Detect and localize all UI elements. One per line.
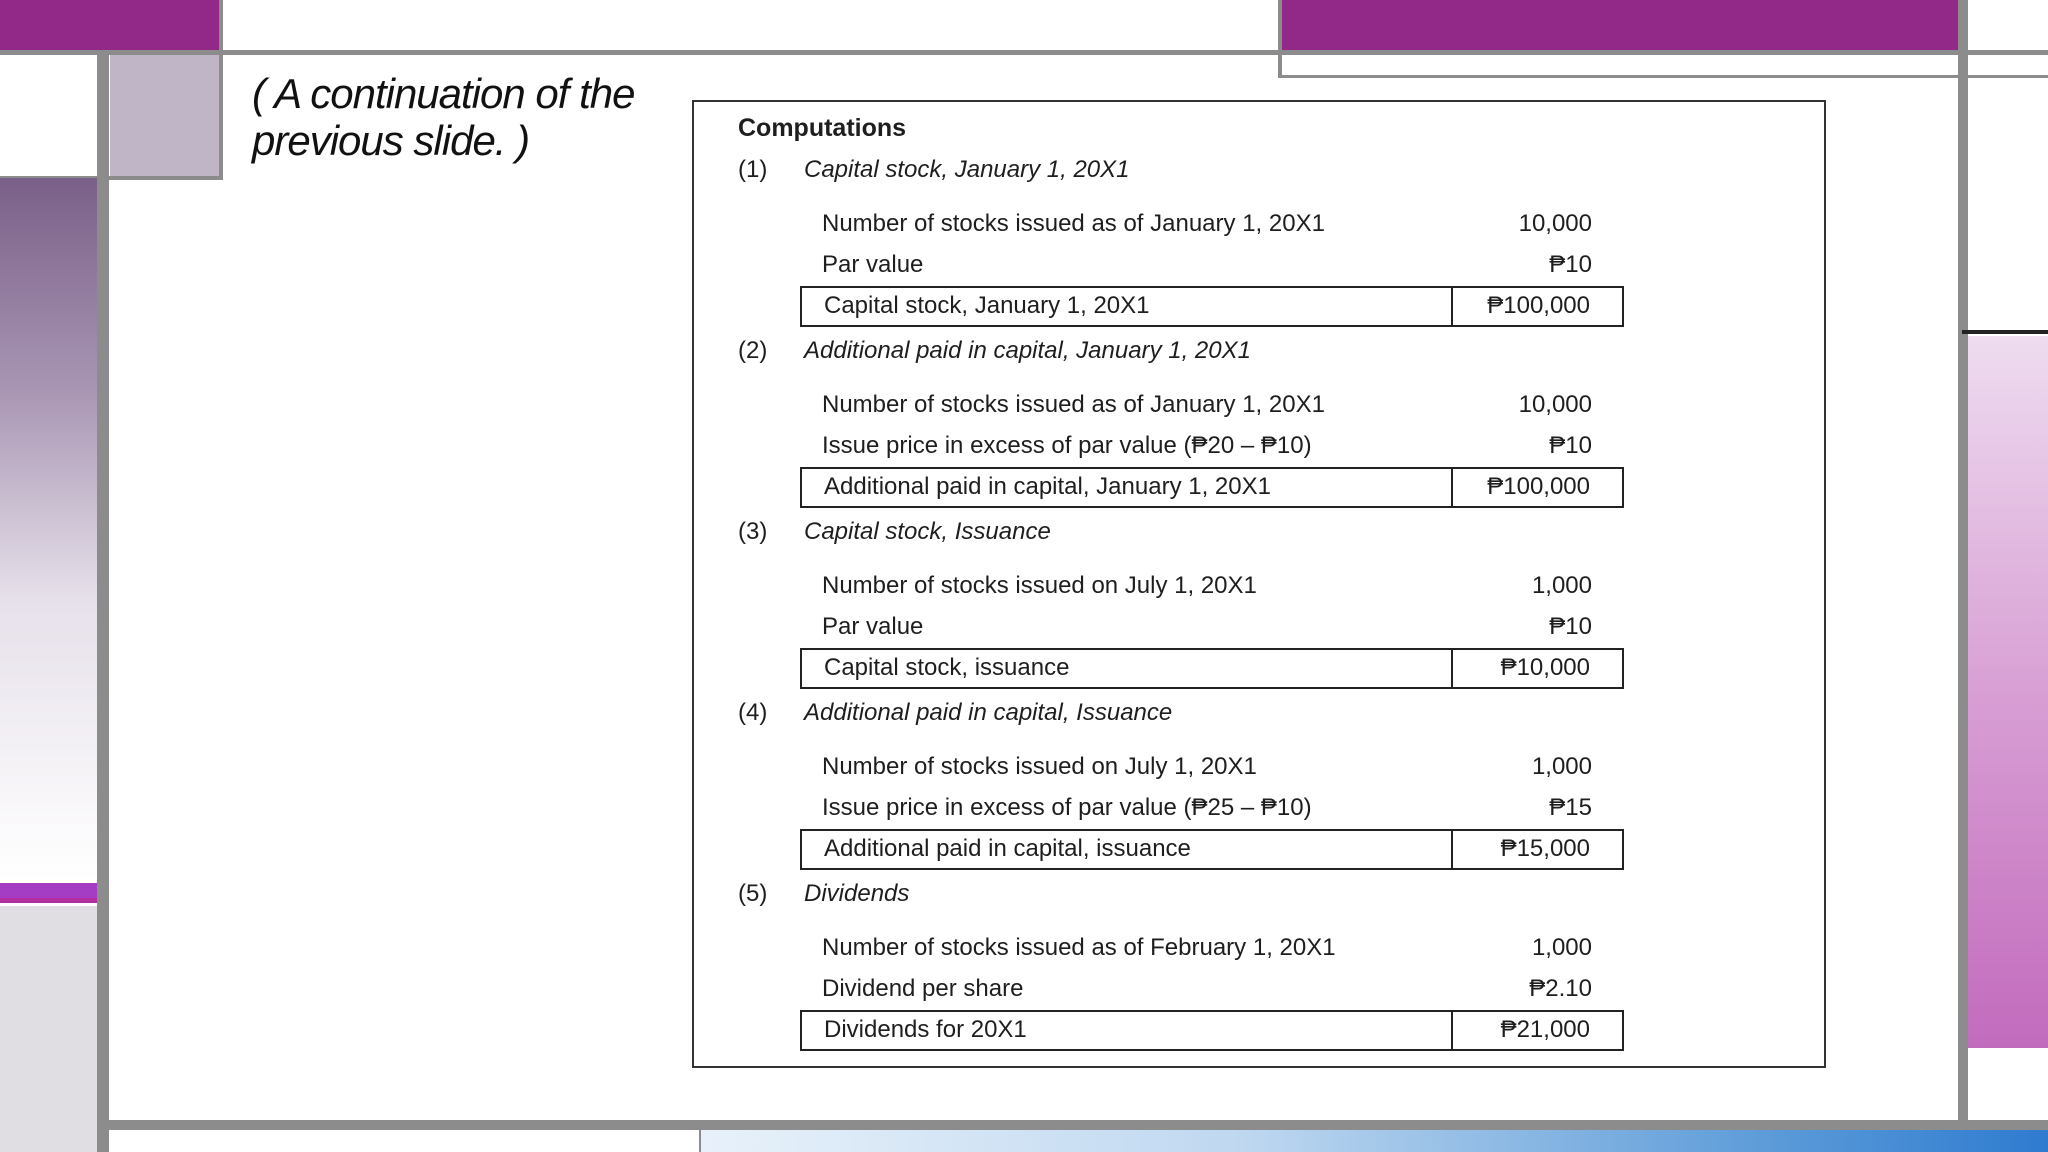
total-row (800, 1010, 1624, 1051)
top-right-purple-bar (1280, 0, 1960, 50)
total-label: Capital stock, issuance (824, 654, 1070, 681)
computation-row (800, 385, 1624, 426)
section-number: (2) (738, 337, 768, 364)
bottom-gradient-strip (701, 1130, 2048, 1152)
section-number: (4) (738, 699, 768, 726)
row-value: ₱10 (1549, 613, 1592, 640)
bottom-frame-line (97, 1120, 2048, 1130)
row-value: 1,000 (1531, 572, 1592, 599)
left-bottom-panel (0, 906, 97, 1152)
total-label: Additional paid in capital, issuance (824, 835, 1191, 862)
row-value: 1,000 (1531, 753, 1592, 780)
left-frame-line (97, 50, 109, 1152)
section-title: Capital stock, January 1, 20X1 (804, 156, 1130, 183)
computation-row (800, 245, 1624, 286)
total-value: ₱100,000 (1487, 473, 1590, 500)
computation-row (800, 747, 1624, 788)
row-value: ₱10 (1549, 251, 1592, 278)
slide-caption: ( A continuation of the previous slide. ) (252, 70, 635, 164)
left-gradient-strip (0, 178, 97, 880)
computation-row (800, 928, 1624, 969)
right-frame-line (1958, 0, 1968, 1128)
computation-row (800, 969, 1624, 1010)
row-value: 1,000 (1531, 934, 1592, 961)
total-divider (1451, 1012, 1453, 1049)
total-row (800, 648, 1624, 689)
total-label: Capital stock, January 1, 20X1 (824, 292, 1150, 319)
computation-row (800, 607, 1624, 648)
row-value: ₱10 (1549, 432, 1592, 459)
row-label: Number of stocks issued as of January 1, 20X1 (822, 210, 1325, 237)
row-value: ₱2.10 (1529, 975, 1592, 1002)
row-label: Number of stocks issued on July 1, 20X1 (822, 753, 1257, 780)
row-label: Par value (822, 251, 924, 278)
computations-card (692, 100, 1826, 1068)
row-value: ₱15 (1549, 794, 1592, 821)
row-value: 10,000 (1518, 391, 1592, 418)
mauve-square-right-border (219, 0, 223, 180)
right-gradient-strip (1968, 336, 2048, 1048)
total-value: ₱100,000 (1487, 292, 1590, 319)
section-title: Capital stock, Issuance (804, 518, 1051, 545)
row-label: Issue price in excess of par value (₱20 – ₱10) (822, 432, 1312, 459)
top-right-inner-line (1278, 75, 2048, 78)
section-title: Additional paid in capital, Issuance (804, 699, 1173, 726)
computation-row (800, 426, 1624, 467)
top-left-purple-bar (0, 0, 222, 50)
row-label: Number of stocks issued as of January 1, 20X1 (822, 391, 1325, 418)
section-number: (1) (738, 156, 768, 183)
mauve-square (110, 55, 220, 177)
computation-row (800, 566, 1624, 607)
section-title: Dividends (804, 880, 910, 907)
computations-title: Computations (738, 114, 907, 142)
total-divider (1451, 288, 1453, 325)
computation-row (800, 788, 1624, 829)
mauve-square-bottom-border (105, 176, 223, 180)
section-number: (3) (738, 518, 768, 545)
total-value: ₱15,000 (1500, 835, 1590, 862)
top-right-frame-line (1278, 0, 1282, 78)
row-label: Par value (822, 613, 924, 640)
total-divider (1451, 650, 1453, 687)
total-row (800, 467, 1624, 508)
total-divider (1451, 831, 1453, 868)
section-number: (5) (738, 880, 768, 907)
total-row (800, 286, 1624, 327)
total-value: ₱21,000 (1500, 1016, 1590, 1043)
section-title: Additional paid in capital, January 1, 20X1 (804, 337, 1251, 364)
left-purple-band (0, 883, 103, 903)
total-label: Additional paid in capital, January 1, 20X1 (824, 473, 1271, 500)
computation-row (800, 204, 1624, 245)
total-row (800, 829, 1624, 870)
row-label: Number of stocks issued on July 1, 20X1 (822, 572, 1257, 599)
row-label: Dividend per share (822, 975, 1024, 1002)
total-label: Dividends for 20X1 (824, 1016, 1027, 1043)
row-label: Issue price in excess of par value (₱25 – ₱10) (822, 794, 1312, 821)
row-label: Number of stocks issued as of February 1, 20X1 (822, 934, 1336, 961)
top-frame-line (0, 50, 2048, 55)
right-black-line (1962, 330, 2048, 334)
total-divider (1451, 469, 1453, 506)
total-value: ₱10,000 (1500, 654, 1590, 681)
row-value: 10,000 (1518, 210, 1592, 237)
